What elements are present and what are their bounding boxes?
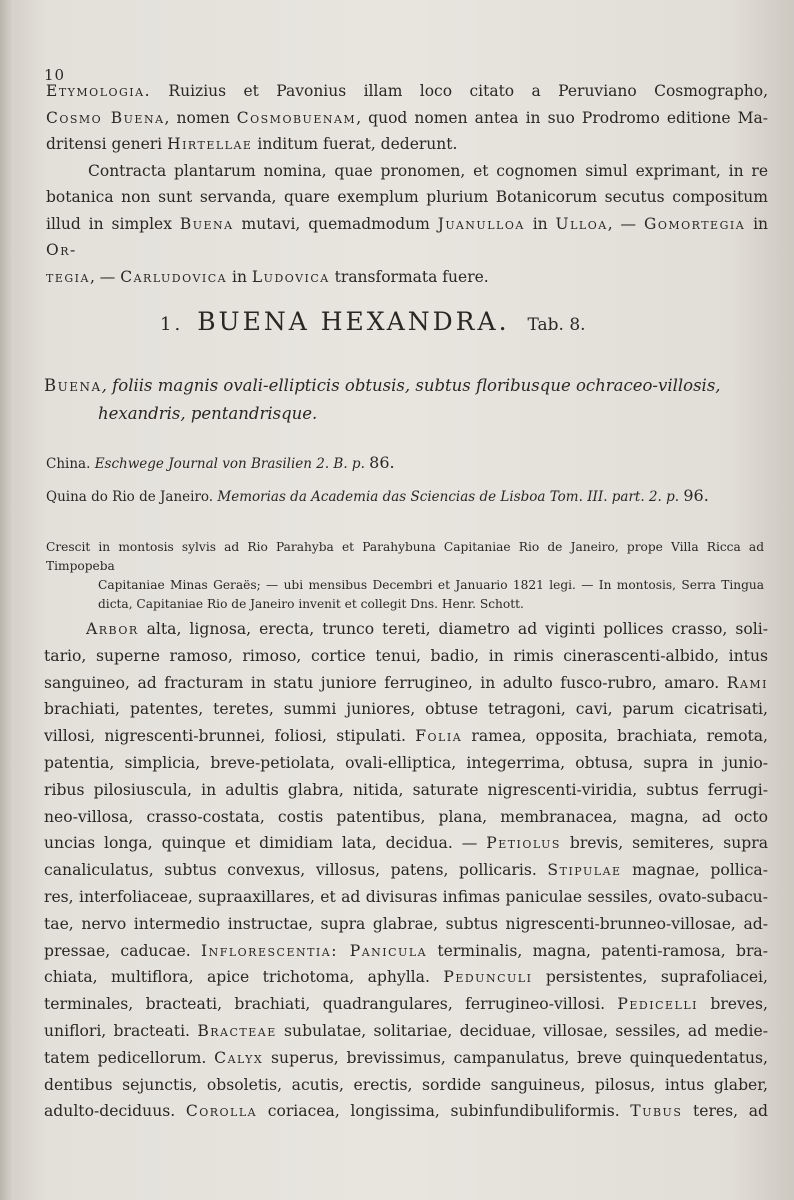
text-run: ramea, opposita, brachiata, remota, (462, 727, 768, 746)
small-caps-term: Or- (46, 241, 77, 259)
small-caps-term: Pedicelli (617, 995, 698, 1014)
description-line (44, 857, 768, 884)
description-line (44, 777, 768, 804)
text-run: brachiati, patentes, teretes, summi juniores, obtuse tetragoni, cavi, parum cicatrisati, (44, 700, 768, 719)
species-heading (160, 307, 680, 336)
habitat-paragraph (46, 538, 764, 614)
description-line (44, 830, 768, 857)
species-number: 1. (160, 314, 184, 335)
text-run: tatem pedicellorum. (44, 1048, 215, 1067)
small-caps-term: Petiolus (486, 834, 561, 853)
text-run: in (524, 214, 556, 233)
small-caps-term: Tubus (630, 1102, 683, 1121)
synonym-1 (46, 453, 766, 472)
diagnosis-genus: Buena (44, 376, 102, 395)
small-caps-term: Ludovica (251, 267, 330, 286)
synonym-2 (46, 486, 766, 505)
text-run: chiata, multiflora, apice trichotoma, aphylla. (44, 968, 444, 987)
text-run: coriacea, longissima, subinfundibuliformis. (257, 1102, 631, 1121)
text-run: botanica non sunt servanda, quare exemplum plurium Botanicorum secutus compositum (46, 188, 768, 206)
page-gutter-shadow (0, 0, 14, 1200)
description-line (44, 750, 768, 777)
description-line (44, 616, 768, 643)
text-run: magnae, pollica- (621, 861, 768, 880)
text-run: ribus pilosiuscula, in adultis glabra, nitida, saturate nigrescenti-viridia, subtus ferrugi- (44, 780, 768, 799)
small-caps-term: Bracteae (197, 1021, 277, 1040)
text-run: neo-villosa, crasso-costata, costis patentibus, plana, membranacea, magna, ad octo (44, 807, 768, 826)
text-run: superus, brevissimus, campanulatus, breve quinquedentatus, (263, 1048, 768, 1067)
etymology-paragraph (46, 78, 768, 290)
description-line (44, 643, 768, 670)
text-run: tario, superne ramoso, rimoso, cortice tenui, badio, in rimis cinerascenti-albido, intus (44, 646, 768, 665)
text-run: breves, (698, 995, 768, 1014)
description-line (44, 1072, 768, 1099)
etymology-line (46, 78, 768, 105)
description-line (44, 1045, 768, 1072)
description-line (44, 696, 768, 723)
etymology-line (46, 211, 768, 264)
small-caps-term: Hirtellae (167, 135, 253, 153)
diagnosis-line-1 (44, 372, 770, 400)
text-run: dentibus sejunctis, obsoletis, acutis, erectis, sordide sanguineus, pilosus, intus glaber, (44, 1075, 768, 1094)
small-caps-term: Buena (179, 214, 234, 233)
etymology-line (46, 264, 768, 291)
plate-reference: Tab. 8. (527, 315, 586, 335)
description-line (44, 1098, 768, 1125)
small-caps-term: Corolla (185, 1102, 258, 1121)
text-run: res, interfoliaceae, supraaxillares, et ad divisuras infimas paniculae sessiles, ovato-subacu- (44, 887, 768, 906)
small-caps-term: Cosmobuenam (236, 108, 357, 127)
text-run: brevis, semiteres, supra (560, 834, 768, 853)
text-run: , — (607, 214, 644, 233)
synonym-reference: Eschwege Journal von Brasilien 2. B. p. (94, 456, 365, 472)
small-caps-term: Gomortegia (643, 214, 746, 233)
small-caps-term: Cosmo Buena (46, 108, 165, 127)
text-run: in (227, 267, 252, 286)
description-line (44, 1018, 768, 1045)
text-run: transformata fuere. (329, 267, 489, 286)
synonym-page: 86. (369, 453, 395, 472)
species-diagnosis (44, 372, 770, 428)
page-number: 10 (44, 66, 66, 84)
text-run: uncias longa, quinque et dimidiam lata, decidua. — (44, 834, 487, 853)
small-caps-term: Ulloa (555, 214, 608, 233)
description-line (44, 804, 768, 831)
text-run: adulto-deciduus. (44, 1102, 186, 1121)
etymology-line (46, 184, 768, 211)
etymology-line (46, 131, 768, 158)
text-run: terminales, bracteati, brachiati, quadrangulares, ferrugineo-villosi. (44, 995, 618, 1014)
habitat-line: Crescit in montosis sylvis ad Rio Parahyba et Parahybuna Capitaniae Rio de Janeiro, prope Villa Ricca ad Timpopeba (46, 540, 764, 573)
etymology-line (46, 105, 768, 132)
small-caps-term: Arbor (86, 620, 139, 638)
synonym-reference: Memorias da Academia das Sciencias de Lisboa Tom. III. part. 2. p. (217, 489, 680, 505)
text-run: , — (89, 267, 121, 286)
description-line (44, 723, 768, 750)
small-caps-term: Folia (415, 727, 463, 746)
synonym-name: Quina do Rio de Janeiro. (46, 489, 214, 505)
description-line (44, 938, 768, 965)
diagnosis-text-1: , foliis magnis ovali-ellipticis obtusis, subtus floribusque ochraceo-villosis, (101, 376, 721, 395)
description-line (44, 670, 768, 697)
small-caps-term: Juanulloa (437, 214, 525, 233)
text-run: terminalis, magna, patenti-ramosa, bra- (427, 941, 768, 960)
description-line (44, 884, 768, 911)
text-run: , quod nomen antea in suo Prodromo editione Ma- (356, 108, 768, 127)
text-run: Ruizius et Pavonius illam loco citato a Peruviano Cosmographo, (151, 82, 768, 100)
text-run: alta, lignosa, erecta, trunco tereti, diametro ad viginti pollices crasso, soli- (138, 620, 768, 638)
etymology-line (46, 158, 768, 185)
text-run: persistentes, suprafoliacei, (532, 968, 768, 987)
small-caps-term: tegia (46, 267, 90, 286)
small-caps-term: Inflorescentia: Panicula (200, 941, 428, 960)
description-line (44, 991, 768, 1018)
synonym-page: 96. (683, 486, 709, 505)
text-run: dritensi generi (46, 135, 168, 153)
text-run: illud in simplex (46, 214, 180, 233)
species-name: BUENA HEXANDRA. (197, 307, 510, 336)
description-paragraph (44, 616, 768, 1125)
text-run: uniflori, bracteati. (44, 1021, 198, 1040)
text-run: , nomen (164, 108, 237, 127)
diagnosis-line-2 (44, 400, 770, 428)
description-line (44, 911, 768, 938)
habitat-line: Capitaniae Minas Geraës; — ubi mensibus Decembri et Januario 1821 legi. — In montosis, Serra Tingua (98, 578, 764, 592)
text-run: subulatae, solitariae, deciduae, villosae, sessiles, ad medie- (276, 1021, 768, 1040)
text-run: mutavi, quemadmodum (233, 214, 438, 233)
small-caps-term: Etymologia. (46, 82, 152, 100)
small-caps-term: Pedunculi (443, 968, 533, 987)
text-run: Contracta plantarum nomina, quae pronomen, et cognomen simul exprimant, in re (88, 161, 768, 180)
text-run: in (745, 214, 769, 233)
diagnosis-text-2: hexandris, pentandrisque. (98, 404, 318, 423)
text-run: patentia, simplicia, breve-petiolata, ovali-elliptica, integerrima, obtusa, supra in junio- (44, 753, 768, 772)
small-caps-term: Stipulae (547, 861, 622, 880)
text-run: tae, nervo intermedio instructae, supra glabrae, subtus nigrescenti-brunneo-villosae, ad- (44, 914, 768, 933)
text-run: pressae, caducae. (44, 941, 201, 960)
habitat-line: dicta, Capitaniae Rio de Janeiro invenit et collegit Dns. Henr. Schott. (98, 597, 524, 611)
description-line (44, 964, 768, 991)
text-run: canaliculatus, subtus convexus, villosus, patens, pollicaris. (44, 861, 548, 880)
small-caps-term: Rami (726, 673, 768, 692)
text-run: teres, ad (682, 1102, 768, 1121)
text-run: sanguineo, ad fracturam in statu juniore ferrugineo, in adulto fusco-rubro, amaro. (44, 673, 727, 692)
text-run: inditum fuerat, dederunt. (252, 135, 458, 153)
synonym-name: China. (46, 456, 91, 472)
small-caps-term: Carludovica (120, 267, 228, 286)
text-run: villosi, nigrescenti-brunnei, foliosi, stipulati. (44, 727, 416, 746)
small-caps-term: Calyx (214, 1048, 264, 1067)
